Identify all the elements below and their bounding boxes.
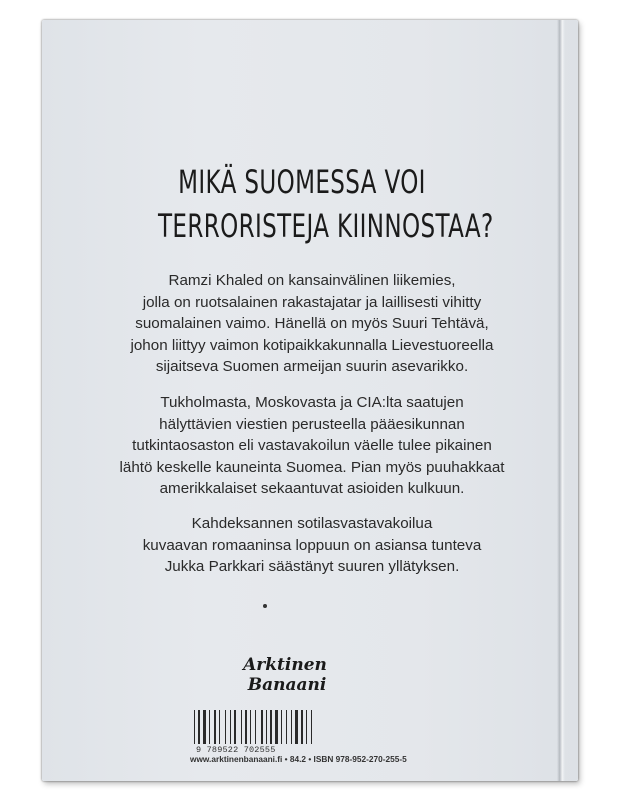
logo-word-2: Banaani <box>247 675 327 695</box>
blurb-line: Kahdeksannen sotilasvastavakoilua <box>191 515 433 532</box>
logo-word-1: Arktinen <box>243 655 327 675</box>
blurb-line: jolla on ruotsalainen rakastajatar ja laillisesti vihitty <box>142 293 482 311</box>
headline-line: MIKÄ SUOMESSA VOI <box>178 163 426 201</box>
blurb-line: amerikkalaiset sekaantuvat asioiden kulkuun. <box>159 480 465 498</box>
blurb-paragraph-1 <box>112 270 512 378</box>
blurb-line: Ramzi Khaled on kansainvälinen liikemies, <box>168 272 456 289</box>
barcode-bars <box>190 710 340 746</box>
barcode-number: 9 789522 702555 <box>196 745 276 755</box>
blurb-paragraph-3 <box>112 513 512 578</box>
spine-hinge <box>557 20 565 781</box>
book-back-cover <box>42 20 578 781</box>
publisher-footer: www.arktinenbanaani.fi • 84.2 • ISBN 978-952-270-255-5 <box>190 754 407 764</box>
publisher-logo <box>227 648 347 708</box>
blurb-paragraph-2 <box>112 392 512 500</box>
isbn-barcode <box>190 710 340 754</box>
blurb-line: sijaitseva Suomen armeijan suurin asevarikko. <box>155 358 469 376</box>
blurb-line: johon liittyy vaimon kotipaikkakunnalla Lievestuoreella <box>130 336 494 354</box>
blurb-line: suomalainen vaimo. Hänellä on myös Suuri Tehtävä, <box>135 315 489 333</box>
separator-dot <box>263 604 267 608</box>
blurb-line: kuvaavan romaaninsa loppuun on asiansa tunteva <box>142 536 482 554</box>
blurb-line: Jukka Parkkari säästänyt suuren yllätyksen. <box>164 558 460 576</box>
blurb-line: Tukholmasta, Moskovasta ja CIA:lta saatujen <box>160 394 464 411</box>
blurb-line: tutkintaosaston eli vastavakoilun väelle tulee pikainen <box>132 437 492 455</box>
headline-line: TERRORISTEJA KIINNOSTAA? <box>158 207 494 245</box>
cover-headline <box>158 160 494 248</box>
blurb-line: lähtö keskelle kauneinta Suomea. Pian myös puuhakkaat <box>119 458 505 476</box>
blurb-line: hälyttävien viestien perusteella pääesikunnan <box>159 415 465 433</box>
